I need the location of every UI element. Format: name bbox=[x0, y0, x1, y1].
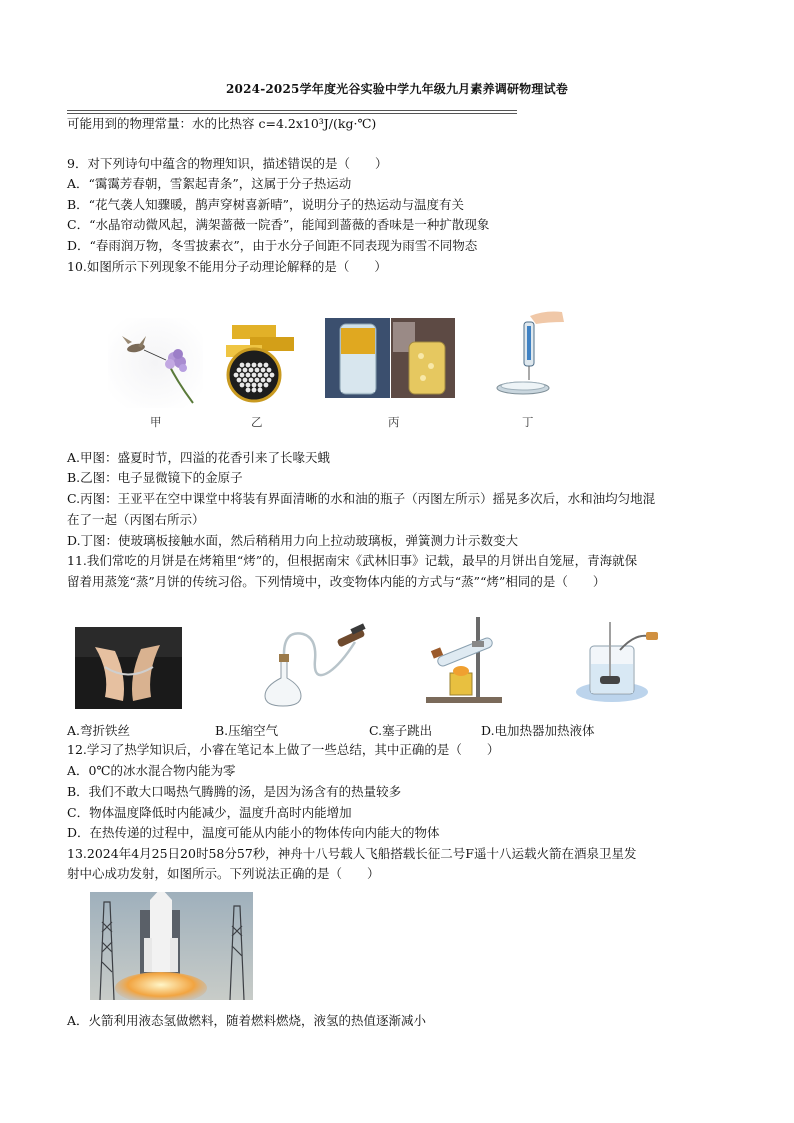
q11-stem-line2: 留着用蒸笼“蒸”月饼的传统习俗。下列情境中，改变物体内能的方式与“蒸”“烤”相同的是（ ） bbox=[67, 574, 606, 589]
figure-yi-gold-atoms bbox=[212, 317, 302, 407]
caption-ding: 丁 bbox=[522, 415, 534, 429]
q11-option-c: C.塞子跳出 bbox=[369, 723, 433, 738]
figure-bing-water-oil-bottles bbox=[325, 318, 455, 398]
q10-option-b: B.乙图：电子显微镜下的金原子 bbox=[67, 470, 243, 485]
q10-option-c: C.丙图：王亚平在空中课堂中将装有界面清晰的水和油的瓶子（丙图左所示）摇晃多次后，水和油均匀地混 bbox=[67, 491, 656, 506]
figure-ding-spring-scale bbox=[490, 308, 570, 403]
q10-option-a: A.甲图：盛夏时节，四溢的花香引来了长喙天蛾 bbox=[67, 450, 331, 465]
q13-option-a: A．火箭利用液态氢做燃料，随着燃料燃烧，液氢的热值逐渐减小 bbox=[67, 1013, 427, 1028]
caption-bing: 丙 bbox=[388, 415, 400, 429]
q13-stem-line1: 13.2024年4月25日20时58分57秒，神舟十八号载人飞船搭载长征二号F遥十八运载火箭在酒泉卫星发 bbox=[67, 846, 637, 861]
figure-rocket-launch bbox=[90, 892, 253, 1000]
q11-option-b: B.压缩空气 bbox=[215, 723, 279, 738]
q11-option-d: D.电加热器加热液体 bbox=[481, 723, 595, 738]
figure-electric-heater bbox=[572, 620, 662, 710]
caption-jia: 甲 bbox=[150, 415, 162, 429]
caption-yi: 乙 bbox=[251, 415, 263, 429]
q12-option-b: B．我们不敢大口喝热气腾腾的汤，是因为汤含有的热量较多 bbox=[67, 784, 402, 799]
figure-jia-moth-flower bbox=[108, 318, 203, 408]
q12-option-a: A．0℃的冰水混合物内能为零 bbox=[67, 763, 236, 778]
q10-stem: 10.如图所示下列现象不能用分子动理论解释的是（ ） bbox=[67, 259, 387, 274]
q9-option-c: C．“水晶帘动微风起，满架蔷薇一院香”，能闻到蔷薇的香味是一种扩散现象 bbox=[67, 217, 490, 232]
figure-compressing-air bbox=[255, 620, 370, 710]
q9-option-b: B．“花气袭人知骤暖，鹊声穿树喜新晴”，说明分子的热运动与温度有关 bbox=[67, 197, 464, 212]
q10-option-c-cont: 在了一起（丙图右所示） bbox=[67, 512, 205, 527]
q11-option-a: A.弯折铁丝 bbox=[67, 723, 131, 738]
figure-bending-wire bbox=[75, 627, 182, 709]
q9-option-a: A．“霭霭芳春朝，雪絮起青条”，这属于分子热运动 bbox=[67, 176, 352, 191]
q13-stem-line2: 射中心成功发射，如图所示。下列说法正确的是（ ） bbox=[67, 866, 380, 881]
physical-constants: 可能用到的物理常量：水的比热容 c=4.2x10³J/(kg·℃) bbox=[67, 116, 377, 131]
q12-option-d: D．在热传递的过程中，温度可能从内能小的物体传向内能大的物体 bbox=[67, 825, 440, 840]
q11-stem-line1: 11.我们常吃的月饼是在烤箱里“烤”的，但根据南宋《武林旧事》记载，最早的月饼出自笼屉，青海就保 bbox=[67, 553, 638, 568]
figure-stopper-popping bbox=[420, 613, 510, 708]
exam-title: 2024-2025学年度光谷实验中学九年级九月素养调研物理试卷 bbox=[226, 82, 568, 96]
q10-option-d: D.丁图：使玻璃板接触水面，然后稍稍用力向上拉动玻璃板，弹簧测力计示数变大 bbox=[67, 533, 519, 548]
q12-option-c: C．物体温度降低时内能减少，温度升高时内能增加 bbox=[67, 805, 352, 820]
header-rule-bottom bbox=[67, 113, 517, 114]
header-rule-top bbox=[67, 110, 517, 111]
q9-option-d: D．“春雨润万物，冬雪披素衣”，由于水分子间距不同表现为雨雪不同物态 bbox=[67, 238, 478, 253]
q9-stem: 9．对下列诗句中蕴含的物理知识，描述错误的是（ ） bbox=[67, 156, 388, 171]
q12-stem: 12.学习了热学知识后，小睿在笔记本上做了一些总结，其中正确的是（ ） bbox=[67, 742, 500, 757]
